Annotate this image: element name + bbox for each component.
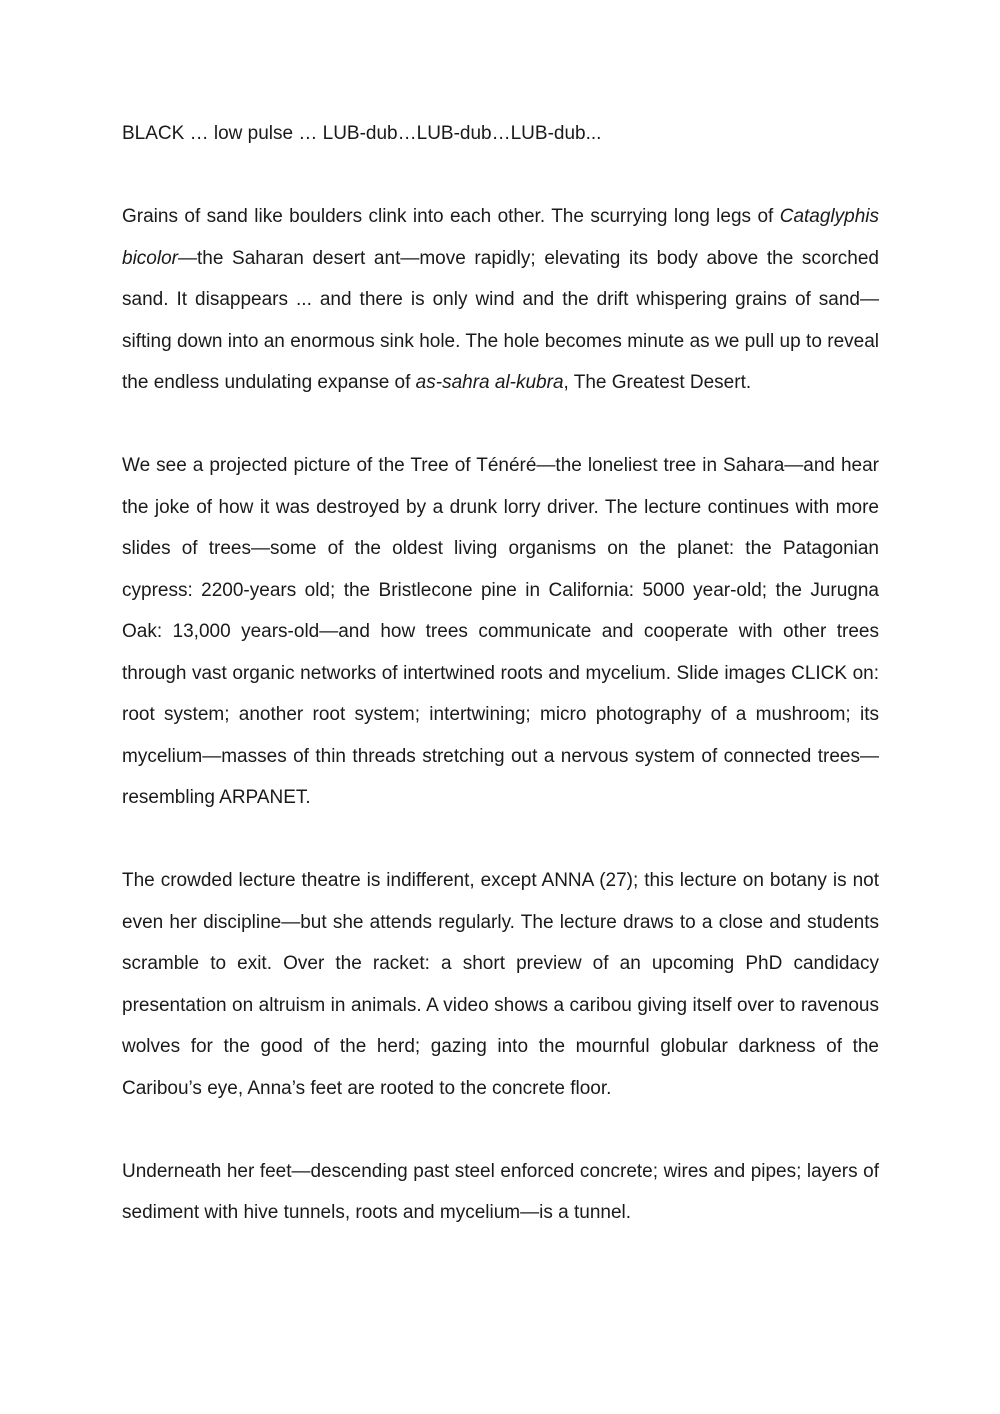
document-page — [122, 113, 879, 1275]
paragraph-opening — [122, 113, 879, 155]
italic-species-name: Cataglyphis bicolor — [122, 206, 879, 269]
text-segment: —the Saharan desert ant—move rapidly; elevating its body above the scorched sand. It disappears ... and there is only wind and the drift whispering grains of sand—sifting down into an enormous sink hole. The hole becomes minute as we pull up to reveal the endless undulating expanse of — [122, 247, 879, 393]
text-segment: We see a projected picture of the Tree of Ténéré—the loneliest tree in Sahara—and hear the joke of how it was destroyed by a drunk lorry driver. The lecture continues with more slides of trees—some of the oldest living organisms on the planet: the Patagonian cypress: 2200-years old; the Bristlecone pine in California: 5000 year-old; the Jurugna Oak: 13,000 years-old—and how trees communicate and cooperate with other trees through vast organic networks of intertwined roots and mycelium. Slide images CLICK on: root system; another root system; intertwining; micro photography of a mushroom; its mycelium—masses of thin threads stretching out a nervous system of connected trees—resembling ARPANET. — [122, 455, 879, 808]
text-segment: Underneath her feet—descending past steel enforced concrete; wires and pipes; layers of sediment with hive tunnels, roots and mycelium—is a tunnel. — [122, 1160, 879, 1223]
text-segment: Grains of sand like boulders clink into each other. The scurrying long legs of — [122, 206, 780, 227]
paragraph-desert-ant — [122, 196, 879, 404]
italic-desert-name: as-sahra al-kubra — [415, 372, 564, 393]
text-segment: The crowded lecture theatre is indifferent, except ANNA (27); this lecture on botany is not even her discipline—but she attends regularly. The lecture draws to a close and students scramble to exit. Over the racket: a short preview of an upcoming PhD candidacy presentation on altruism in animals. A video shows a caribou giving itself over to ravenous wolves for the good of the herd; gazing into the mournful globular darkness of the Caribou’s eye, Anna’s feet are rooted to the concrete floor. — [122, 870, 879, 1099]
paragraph-tunnel — [122, 1151, 879, 1234]
text-segment: BLACK … low pulse … LUB-dub…LUB-dub…LUB-dub... — [122, 123, 602, 144]
paragraph-lecture-theatre — [122, 860, 879, 1109]
text-segment: , The Greatest Desert. — [563, 372, 752, 393]
paragraph-lecture-trees — [122, 445, 879, 819]
